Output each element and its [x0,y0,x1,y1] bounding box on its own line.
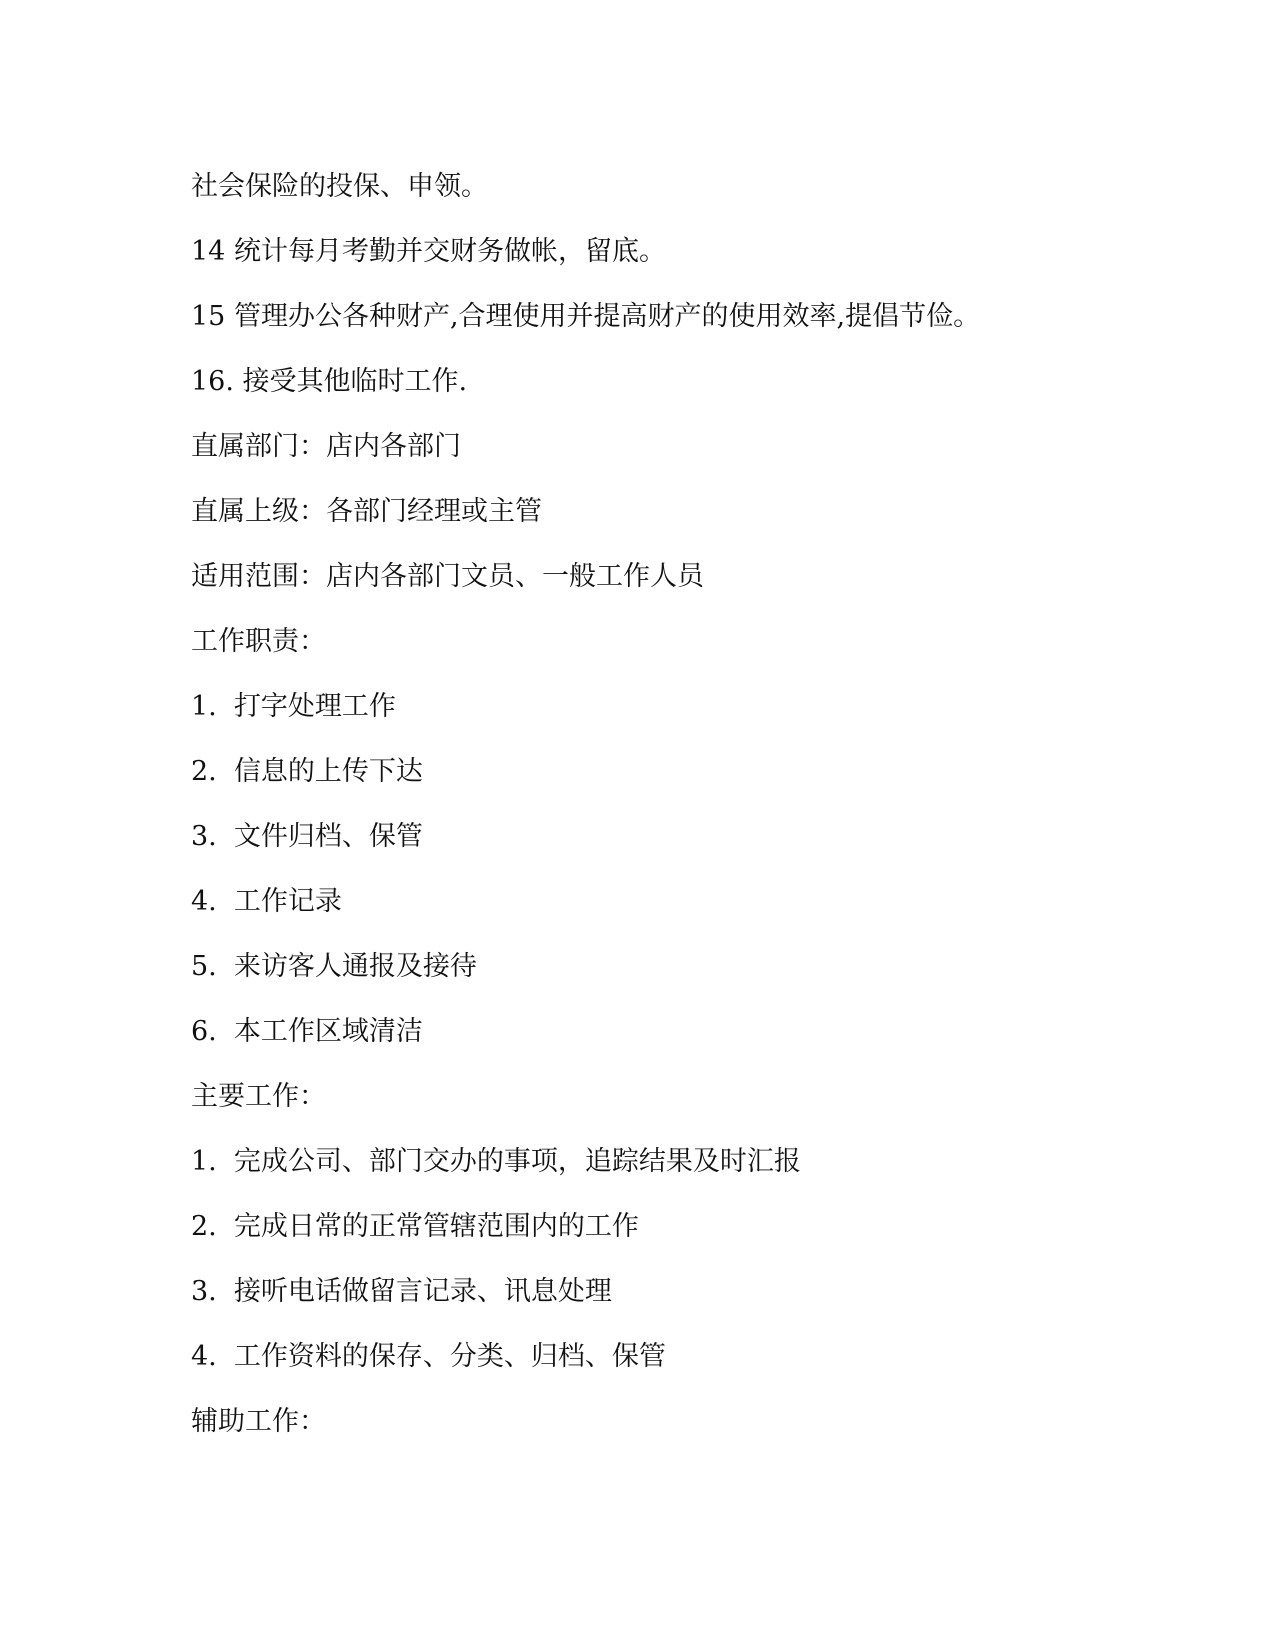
list-item: 4. 工作资料的保存、分类、归档、保管 [191,1341,666,1372]
document-body [191,154,1091,1454]
list-item: 2. 信息的上传下达 [191,756,423,787]
text-line: 直属部门：店内各部门 [191,431,461,462]
list-item: 1. 打字处理工作 [191,691,396,722]
section-heading: 辅助工作： [191,1406,326,1437]
text-line: 15 管理办公各种财产,合理使用并提高财产的使用效率,提倡节俭。 [191,301,981,332]
text-line: 16. 接受其他临时工作. [191,366,468,397]
list-item: 3. 接听电话做留言记录、讯息处理 [191,1276,612,1307]
list-item: 4. 工作记录 [191,886,342,917]
list-item: 3. 文件归档、保管 [191,821,423,852]
list-item: 2. 完成日常的正常管辖范围内的工作 [191,1211,639,1242]
list-item: 5. 来访客人通报及接待 [191,951,477,982]
list-item: 1. 完成公司、部门交办的事项，追踪结果及时汇报 [191,1146,801,1177]
section-heading: 主要工作： [191,1081,326,1112]
section-heading: 工作职责： [191,626,326,657]
list-item: 6. 本工作区域清洁 [191,1016,423,1047]
text-line: 适用范围：店内各部门文员、一般工作人员 [191,561,704,592]
text-line: 社会保险的投保、申领。 [191,171,488,202]
text-line: 直属上级：各部门经理或主管 [191,496,542,527]
text-line: 14 统计每月考勤并交财务做帐，留底。 [191,236,666,267]
